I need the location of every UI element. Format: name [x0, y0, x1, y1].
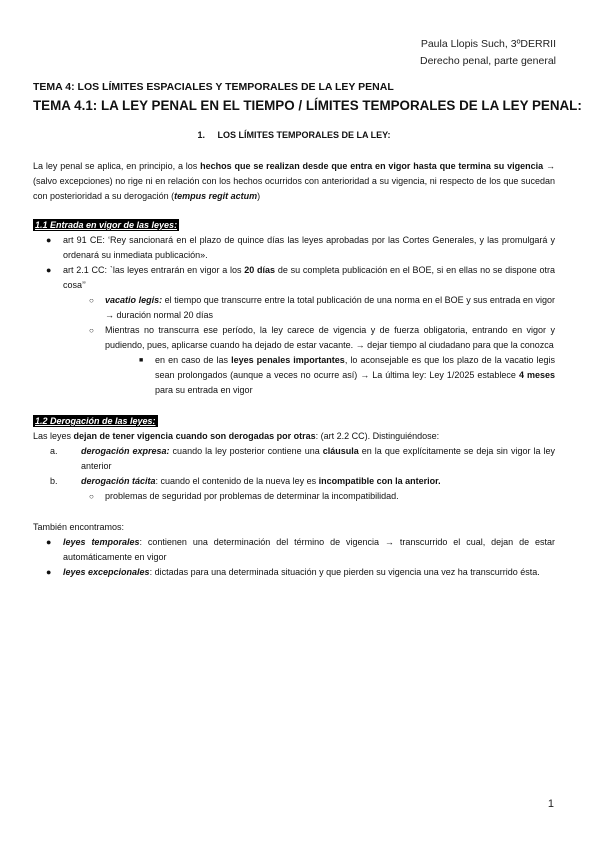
section-1-2-heading: 1.2 Derogación de las leyes:: [35, 416, 156, 426]
derogacion-expresa-term: derogación expresa:: [81, 446, 170, 456]
circle-bullet-icon: ○: [89, 296, 94, 305]
section-1-1: [33, 218, 555, 398]
art-91-text: art 91 CE: ‘Rey sancionará en el plazo de quince días las leyes aprobadas por las Cortes Generales, y las promulgará y ordenará su inmediata publicación».: [63, 235, 555, 260]
derogacion-tacita-term: derogación tácita: [81, 476, 156, 486]
list-letter-a: a.: [50, 446, 58, 456]
page-number: 1: [547, 798, 554, 810]
header-author: Paula Llopis Such, 3ºDERRII: [420, 38, 556, 50]
lead-text-c: : (art 2.2 CC). Distinguiéndose:: [315, 431, 440, 441]
section-1-1-heading: 1.1 Entrada en vigor de las leyes:: [35, 220, 178, 230]
derogacion-expresa-bold: cláusula: [322, 446, 359, 456]
vacatio-legis-term: vacatio legis:: [105, 295, 163, 305]
list-item-derogacion-expresa: [33, 444, 555, 474]
leyes-penales-bold: leyes penales importantes: [231, 355, 345, 365]
leyes-temporales-text: : contienen una determinación del término de vigencia → transcurrido el cual, dejan de estar automáticamente en vigor: [63, 537, 555, 562]
derogacion-expresa-text-1: cuando la ley posterior contiene una: [169, 446, 323, 456]
list-item-derogacion-tacita: [33, 474, 555, 489]
intro-bold-1: hechos que se realizan desde que entra en vigor hasta que termina su vigencia: [200, 161, 544, 171]
derogacion-tacita-bold: incompatible con la anterior.: [318, 476, 441, 486]
list-item-leyes-temporales: [33, 535, 555, 565]
lead-bold: dejan de tener vigencia cuando son derogadas por otras: [73, 431, 316, 441]
section-1-2-lead: [33, 429, 555, 444]
bullet-icon: ●: [46, 537, 52, 547]
list-item-vacatio-legis: [33, 293, 555, 323]
leyes-temporales-term: leyes temporales: [63, 537, 140, 547]
art-2-1-bold: 20 días: [244, 265, 276, 275]
intro-text-1: La ley penal se aplica, en principio, a los: [33, 161, 201, 171]
intro-text-3: ): [257, 191, 261, 201]
list-item-art-2-1: [33, 263, 555, 293]
leyes-penales-text-c: , lo aconsejable es que los plazo de la vacatio legis sean prolongados (aunque a veces no ocurre así) → La última ley: Ley 1/2025 establece: [155, 355, 555, 380]
also-section: [33, 520, 555, 580]
bullet-icon: ●: [46, 235, 52, 245]
list-item-mientras: [33, 323, 555, 353]
list-letter-b: b.: [50, 476, 58, 486]
square-bullet-icon: ■: [139, 357, 144, 364]
leyes-excepcionales-term: leyes excepcionales: [63, 567, 150, 577]
list-item-leyes-excepcionales: [33, 565, 555, 580]
leyes-penales-text-a: en en caso de las: [155, 355, 232, 365]
also-lead: También encontramos:: [33, 522, 125, 532]
list-item-leyes-penales: [33, 353, 555, 398]
intro-text-2: → (salvo excepciones) no rige ni en relación con los hechos ocurridos con anterioridad a su vigencia, ni respecto de los que sucedan con posterioridad a su derogación (: [33, 161, 555, 201]
art-2-1-text-c: de su completa publicación en el BOE, si en ellas no se dispone otra cosa’’: [63, 265, 555, 290]
list-item-art-91: [33, 233, 555, 263]
list-item-problemas: [33, 489, 555, 504]
page-header: [420, 36, 556, 70]
leyes-penales-text-e: para su entrada en vigor: [155, 385, 253, 395]
leyes-excepcionales-text: : dictadas para una determinada situación y que pierden su vigencia una vez ha transcurrido ésta.: [149, 567, 540, 577]
circle-bullet-icon: ○: [89, 492, 94, 501]
document-body: [33, 80, 582, 580]
derogacion-tacita-text-1: : cuando el contenido de la nueva ley es: [155, 476, 319, 486]
circle-bullet-icon: ○: [89, 326, 94, 335]
vacatio-legis-text: el tiempo que transcurre entre la total publicación de una norma en el BOE y sus entrada en vigor → duración normal 20 días: [105, 295, 555, 320]
leyes-penales-months: 4 meses: [518, 370, 555, 380]
title-tema-4: TEMA 4: LOS LÍMITES ESPACIALES Y TEMPORALES DE LA LEY PENAL: [33, 81, 394, 93]
bullet-icon: ●: [46, 265, 52, 275]
lead-text-a: Las leyes: [33, 431, 74, 441]
bullet-icon: ●: [46, 567, 52, 577]
derogacion-expresa-text-2: en la que explícitamente se deja sin vigor la ley anterior: [81, 446, 555, 471]
intro-paragraph: [33, 159, 555, 204]
header-subject: Derecho penal, parte general: [419, 55, 556, 67]
section-1-heading: [33, 128, 555, 143]
art-2-1-text-a: art 2.1 CC: `las leyes entrarán en vigor a los: [63, 265, 245, 275]
intro-latin-term: tempus regit actum: [174, 191, 258, 201]
section-1-2: [33, 414, 555, 504]
title-tema-4-1: TEMA 4.1: LA LEY PENAL EN EL TIEMPO / LÍMITES TEMPORALES DE LA LEY PENAL:: [33, 98, 582, 113]
section-1-title: LOS LÍMITES TEMPORALES DE LA LEY:: [217, 130, 391, 140]
section-1-number: 1.: [197, 130, 205, 140]
problemas-text: problemas de seguridad por problemas de determinar la incompatibilidad.: [105, 491, 399, 501]
mientras-text: Mientras no transcurra ese período, la ley carece de vigencia y de fuerza obligatoria, entrando en vigor y pudiendo, pues, aplicarse cuando ha dejado de estar vacante. → dejar tiempo al ciudadano para que la conozca: [105, 325, 555, 350]
